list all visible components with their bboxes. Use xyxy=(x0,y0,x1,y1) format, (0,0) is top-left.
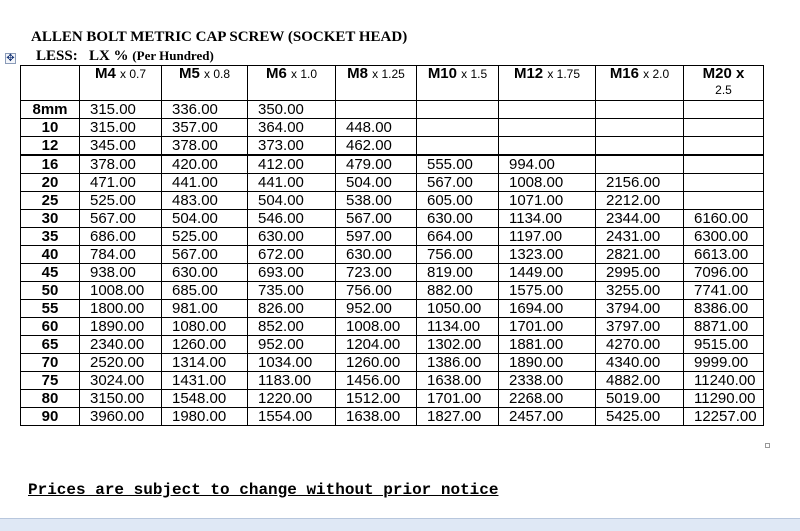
price-cell: 3255.00 xyxy=(596,282,684,300)
table-row xyxy=(21,390,764,408)
price-cell: 8386.00 xyxy=(684,300,764,318)
header-size: M16 xyxy=(609,65,639,82)
price-cell xyxy=(684,119,764,137)
price-cell: 1008.00 xyxy=(80,282,162,300)
header-size: M6 xyxy=(265,65,287,82)
price-cell: 2340.00 xyxy=(80,336,162,354)
header-cell xyxy=(80,66,162,101)
price-cell xyxy=(684,101,764,119)
header-thread-pitch: x 1.75 xyxy=(547,67,581,81)
price-cell: 6613.00 xyxy=(684,246,764,264)
price-cell: 504.00 xyxy=(336,174,417,192)
price-cell xyxy=(596,155,684,174)
price-cell: 483.00 xyxy=(162,192,248,210)
price-cell: 345.00 xyxy=(80,137,162,156)
price-cell: 12257.00 xyxy=(684,408,764,426)
length-cell: 60 xyxy=(21,318,80,336)
price-cell: 3960.00 xyxy=(80,408,162,426)
price-cell: 819.00 xyxy=(417,264,499,282)
price-cell xyxy=(417,119,499,137)
table-row xyxy=(21,246,764,264)
header-cell xyxy=(596,66,684,101)
price-cell: 2268.00 xyxy=(499,390,596,408)
length-cell: 40 xyxy=(21,246,80,264)
price-cell: 1260.00 xyxy=(162,336,248,354)
header-thread-pitch: 2.5 xyxy=(715,83,732,97)
length-cell: 45 xyxy=(21,264,80,282)
price-cell: 315.00 xyxy=(80,119,162,137)
price-cell: 1456.00 xyxy=(336,372,417,390)
length-cell: 50 xyxy=(21,282,80,300)
price-cell: 826.00 xyxy=(248,300,336,318)
less-label: LESS: xyxy=(36,48,78,64)
price-cell: 693.00 xyxy=(248,264,336,282)
price-cell: 11240.00 xyxy=(684,372,764,390)
price-cell: 1694.00 xyxy=(499,300,596,318)
price-cell: 952.00 xyxy=(248,336,336,354)
table-row xyxy=(21,264,764,282)
price-cell: 2821.00 xyxy=(596,246,684,264)
length-cell: 70 xyxy=(21,354,80,372)
price-cell: 1071.00 xyxy=(499,192,596,210)
price-cell xyxy=(684,174,764,192)
price-cell: 952.00 xyxy=(336,300,417,318)
header-thread-pitch: x 1.25 xyxy=(372,67,405,81)
price-cell: 685.00 xyxy=(162,282,248,300)
price-cell: 2431.00 xyxy=(596,228,684,246)
price-cell: 1302.00 xyxy=(417,336,499,354)
length-cell: 8mm xyxy=(21,101,80,119)
price-cell: 546.00 xyxy=(248,210,336,228)
price-cell: 1890.00 xyxy=(80,318,162,336)
price-cell: 1050.00 xyxy=(417,300,499,318)
header-cell xyxy=(499,66,596,101)
price-cell: 448.00 xyxy=(336,119,417,137)
price-cell: 567.00 xyxy=(417,174,499,192)
header-size: M4 xyxy=(94,65,116,82)
price-cell: 1881.00 xyxy=(499,336,596,354)
price-cell: 6160.00 xyxy=(684,210,764,228)
price-cell: 479.00 xyxy=(336,155,417,174)
length-cell: 55 xyxy=(21,300,80,318)
price-cell: 412.00 xyxy=(248,155,336,174)
price-cell: 567.00 xyxy=(162,246,248,264)
price-cell: 1890.00 xyxy=(499,354,596,372)
price-cell xyxy=(499,101,596,119)
header-cell xyxy=(248,66,336,101)
price-cell: 2457.00 xyxy=(499,408,596,426)
price-cell: 1386.00 xyxy=(417,354,499,372)
price-cell: 1638.00 xyxy=(417,372,499,390)
price-cell: 1323.00 xyxy=(499,246,596,264)
price-cell: 605.00 xyxy=(417,192,499,210)
price-cell: 723.00 xyxy=(336,264,417,282)
price-cell: 756.00 xyxy=(336,282,417,300)
header-thread-pitch: x 1.5 xyxy=(461,67,488,81)
price-cell: 1701.00 xyxy=(499,318,596,336)
price-cell: 364.00 xyxy=(248,119,336,137)
price-cell: 8871.00 xyxy=(684,318,764,336)
price-cell: 1034.00 xyxy=(248,354,336,372)
table-move-handle-icon[interactable]: ✥ xyxy=(6,53,15,64)
price-cell: 9999.00 xyxy=(684,354,764,372)
table-row xyxy=(21,408,764,426)
price-cell: 6300.00 xyxy=(684,228,764,246)
price-cell: 756.00 xyxy=(417,246,499,264)
price-cell: 1197.00 xyxy=(499,228,596,246)
price-cell xyxy=(596,119,684,137)
price-cell: 350.00 xyxy=(248,101,336,119)
price-cell: 3794.00 xyxy=(596,300,684,318)
price-cell: 462.00 xyxy=(336,137,417,156)
price-cell: 1827.00 xyxy=(417,408,499,426)
price-cell: 1575.00 xyxy=(499,282,596,300)
length-cell: 65 xyxy=(21,336,80,354)
price-cell: 471.00 xyxy=(80,174,162,192)
price-cell: 852.00 xyxy=(248,318,336,336)
price-cell: 525.00 xyxy=(80,192,162,210)
price-cell xyxy=(499,137,596,156)
price-cell: 735.00 xyxy=(248,282,336,300)
price-table xyxy=(20,65,764,426)
less-note: (Per Hundred) xyxy=(132,48,214,63)
price-cell: 1220.00 xyxy=(248,390,336,408)
price-cell: 686.00 xyxy=(80,228,162,246)
price-cell: 567.00 xyxy=(80,210,162,228)
price-cell: 1512.00 xyxy=(336,390,417,408)
header-size: M5 xyxy=(178,65,200,82)
table-row xyxy=(21,282,764,300)
price-cell: 1204.00 xyxy=(336,336,417,354)
price-cell: 630.00 xyxy=(417,210,499,228)
table-row xyxy=(21,101,764,119)
table-row xyxy=(21,228,764,246)
price-cell: 3024.00 xyxy=(80,372,162,390)
length-cell: 16 xyxy=(21,155,80,174)
price-cell: 504.00 xyxy=(248,192,336,210)
price-cell: 357.00 xyxy=(162,119,248,137)
price-cell: 1183.00 xyxy=(248,372,336,390)
price-cell: 378.00 xyxy=(162,137,248,156)
status-bar xyxy=(0,518,800,531)
price-cell: 315.00 xyxy=(80,101,162,119)
price-cell: 1431.00 xyxy=(162,372,248,390)
price-cell: 504.00 xyxy=(162,210,248,228)
end-of-cell-marker xyxy=(765,443,770,448)
price-cell: 4340.00 xyxy=(596,354,684,372)
price-cell xyxy=(417,101,499,119)
price-cell: 3797.00 xyxy=(596,318,684,336)
price-cell xyxy=(684,192,764,210)
price-cell: 672.00 xyxy=(248,246,336,264)
header-thread-pitch: x 1.0 xyxy=(291,67,318,81)
price-cell: 2344.00 xyxy=(596,210,684,228)
table-row xyxy=(21,192,764,210)
price-cell: 1449.00 xyxy=(499,264,596,282)
price-cell: 981.00 xyxy=(162,300,248,318)
length-cell: 25 xyxy=(21,192,80,210)
price-cell xyxy=(684,137,764,156)
header-size: M10 xyxy=(427,65,457,82)
less-value: LX % xyxy=(88,48,133,64)
price-cell: 1638.00 xyxy=(336,408,417,426)
price-cell: 1080.00 xyxy=(162,318,248,336)
header-cell xyxy=(684,66,764,101)
price-cell: 420.00 xyxy=(162,155,248,174)
price-cell: 1701.00 xyxy=(417,390,499,408)
price-cell: 1314.00 xyxy=(162,354,248,372)
length-cell: 35 xyxy=(21,228,80,246)
price-cell: 1008.00 xyxy=(336,318,417,336)
price-cell: 2995.00 xyxy=(596,264,684,282)
price-cell: 2338.00 xyxy=(499,372,596,390)
price-cell: 630.00 xyxy=(248,228,336,246)
length-cell: 90 xyxy=(21,408,80,426)
price-cell: 1800.00 xyxy=(80,300,162,318)
table-row xyxy=(21,174,764,192)
length-cell: 80 xyxy=(21,390,80,408)
table-row xyxy=(21,119,764,137)
header-thread-pitch: x 0.7 xyxy=(120,67,147,81)
header-size: M8 xyxy=(347,65,368,82)
table-row xyxy=(21,336,764,354)
price-cell: 994.00 xyxy=(499,155,596,174)
price-cell xyxy=(684,155,764,174)
price-cell: 630.00 xyxy=(162,264,248,282)
price-cell: 1554.00 xyxy=(248,408,336,426)
length-cell: 12 xyxy=(21,137,80,156)
price-cell: 373.00 xyxy=(248,137,336,156)
price-cell: 567.00 xyxy=(336,210,417,228)
table-row xyxy=(21,137,764,156)
price-cell: 4882.00 xyxy=(596,372,684,390)
price-cell: 2520.00 xyxy=(80,354,162,372)
document-title: ALLEN BOLT METRIC CAP SCREW (SOCKET HEAD) xyxy=(31,29,408,45)
price-cell: 938.00 xyxy=(80,264,162,282)
price-cell: 597.00 xyxy=(336,228,417,246)
price-cell xyxy=(417,137,499,156)
price-notice: Prices are subject to change without prior notice xyxy=(28,481,499,499)
price-cell: 1008.00 xyxy=(499,174,596,192)
price-cell: 1548.00 xyxy=(162,390,248,408)
price-cell: 1134.00 xyxy=(499,210,596,228)
price-cell: 441.00 xyxy=(162,174,248,192)
table-row xyxy=(21,318,764,336)
price-cell: 441.00 xyxy=(248,174,336,192)
table-header-row xyxy=(21,66,764,101)
table-row xyxy=(21,354,764,372)
price-cell: 5425.00 xyxy=(596,408,684,426)
table-row xyxy=(21,155,764,174)
table-body xyxy=(21,101,764,426)
price-cell: 784.00 xyxy=(80,246,162,264)
price-cell: 1980.00 xyxy=(162,408,248,426)
header-corner-cell xyxy=(21,66,80,101)
length-cell: 30 xyxy=(21,210,80,228)
price-cell: 2156.00 xyxy=(596,174,684,192)
price-cell xyxy=(499,119,596,137)
price-cell: 9515.00 xyxy=(684,336,764,354)
price-cell: 336.00 xyxy=(162,101,248,119)
price-cell: 525.00 xyxy=(162,228,248,246)
price-cell: 7741.00 xyxy=(684,282,764,300)
price-cell: 2212.00 xyxy=(596,192,684,210)
length-cell: 10 xyxy=(21,119,80,137)
price-cell: 4270.00 xyxy=(596,336,684,354)
price-cell xyxy=(596,101,684,119)
header-cell xyxy=(336,66,417,101)
header-thread-pitch: x 2.0 xyxy=(643,67,670,81)
price-cell xyxy=(596,137,684,156)
table-row xyxy=(21,372,764,390)
price-cell: 378.00 xyxy=(80,155,162,174)
header-cell xyxy=(417,66,499,101)
length-cell: 20 xyxy=(21,174,80,192)
price-cell: 11290.00 xyxy=(684,390,764,408)
price-cell: 1134.00 xyxy=(417,318,499,336)
price-cell: 3150.00 xyxy=(80,390,162,408)
price-cell xyxy=(336,101,417,119)
header-thread-pitch: x 0.8 xyxy=(204,67,231,81)
price-cell: 5019.00 xyxy=(596,390,684,408)
table-row xyxy=(21,210,764,228)
price-cell: 630.00 xyxy=(336,246,417,264)
table-row xyxy=(21,300,764,318)
header-size: M20 x xyxy=(702,65,745,82)
discount-line xyxy=(36,48,214,65)
header-cell xyxy=(162,66,248,101)
price-cell: 882.00 xyxy=(417,282,499,300)
price-cell: 555.00 xyxy=(417,155,499,174)
price-cell: 664.00 xyxy=(417,228,499,246)
price-cell: 1260.00 xyxy=(336,354,417,372)
header-size: M12 xyxy=(513,65,544,82)
length-cell: 75 xyxy=(21,372,80,390)
price-cell: 7096.00 xyxy=(684,264,764,282)
price-cell: 538.00 xyxy=(336,192,417,210)
